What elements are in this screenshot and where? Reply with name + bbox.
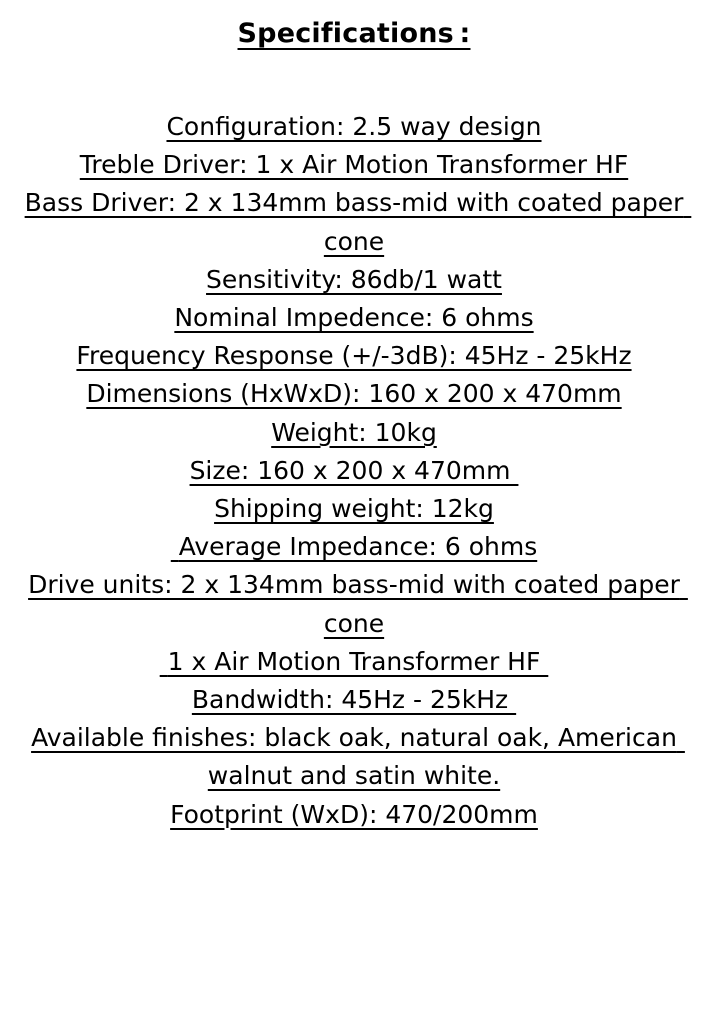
spec-available-finishes: Available finishes: black oak, natural oak, American walnut and satin white. [31, 723, 685, 791]
spec-average-impedance: Average Impedance: 6 ohms [170, 532, 538, 562]
spec-bass-driver: Bass Driver: 2 x 134mm bass-mid with coated paper cone [24, 188, 692, 256]
spec-treble-driver: Treble Driver: 1 x Air Motion Transformer HF [79, 150, 629, 180]
spec-frequency-response: Frequency Response (+/-3dB): 45Hz - 25kHz [76, 341, 632, 371]
page-title-text: Specifications : [237, 18, 471, 49]
spec-nominal-impedence: Nominal Impedence: 6 ohms [174, 303, 534, 333]
page-title [0, 16, 708, 52]
spec-dimensions: Dimensions (HxWxD): 160 x 200 x 470mm [86, 379, 622, 409]
spec-drive-units-hf: 1 x Air Motion Transformer HF [159, 646, 549, 676]
spec-weight: Weight: 10kg [271, 417, 437, 447]
spec-list [6, 108, 702, 834]
spec-size: Size: 160 x 200 x 470mm [189, 455, 519, 485]
spec-bandwidth: Bandwidth: 45Hz - 25kHz [191, 685, 517, 715]
spec-footprint: Footprint (WxD): 470/200mm [170, 799, 538, 829]
spec-configuration: Configuration: 2.5 way design [166, 112, 542, 141]
spec-sensitivity: Sensitivity: 86db/1 watt [206, 264, 502, 294]
spec-drive-units: Drive units: 2 x 134mm bass-mid with coated paper cone [28, 570, 688, 638]
spec-shipping-weight: Shipping weight: 12kg [214, 494, 494, 524]
